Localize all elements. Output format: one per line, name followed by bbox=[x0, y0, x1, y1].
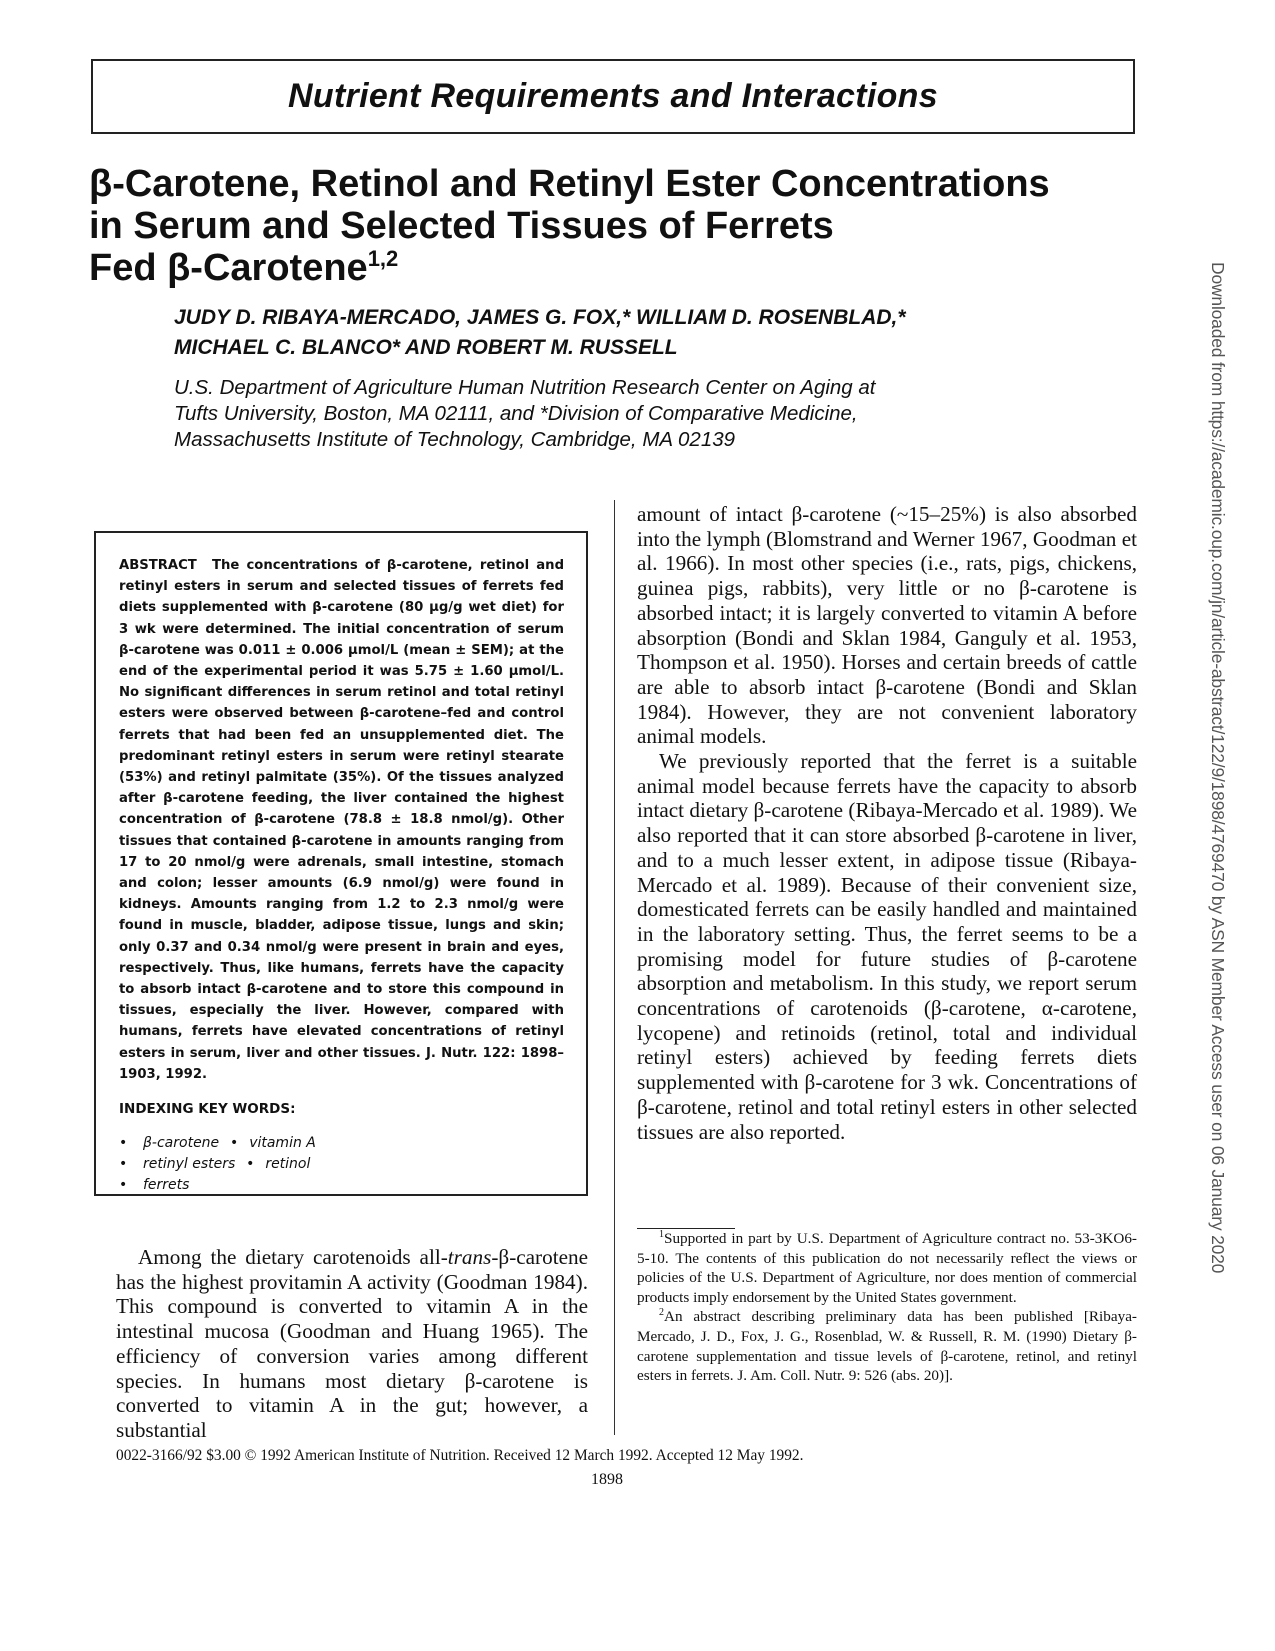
footnote-text: Supported in part by U.S. Department of Agriculture contract no. 53-3KO6-5-10. The contents of this publication do not necessarily reflect the views or policies of the U.S. Department of Agriculture, nor does mention of commercial products imply endorsement by the United States government. bbox=[637, 1230, 1137, 1306]
title-line-3: Fed β-Carotene bbox=[89, 247, 368, 289]
bullet-icon: • bbox=[119, 1135, 128, 1152]
right-column-body bbox=[637, 502, 1137, 1144]
left-column-body bbox=[116, 1245, 588, 1443]
footnote-mark: 1 bbox=[659, 1229, 664, 1240]
intro-paragraph-2: We previously reported that the ferret is a suitable animal model because ferrets have the capacity to absorb intact dietary β-carotene (Ribaya-Mercado et al. 1989). We also reported that it can store absorbed β-carotene in liver, and to a much lesser extent, in adipose tissue (Ribaya-Mercado et al. 1989). Because of their convenient size, domesticated ferrets can be easily handled and maintained in the laboratory setting. Thus, the ferret seems to be a promising model for future studies of β-carotene absorption and metabolism. In this study, we report serum concentrations of carotenoids (β-carotene, α-carotene, lycopene) and retinoids (retinol, total and individual retinyl esters) achieved by feeding ferrets diets supplemented with β-carotene for 3 wk. Concentrations of β-carotene, retinol and total retinyl esters in other selected tissues are also reported. bbox=[637, 749, 1137, 1144]
author-list bbox=[174, 303, 1134, 363]
keywords-row-2 bbox=[119, 1154, 564, 1175]
abstract-body: The concentrations of β-carotene, retinol and retinyl esters in serum and selected tissues of ferrets fed diets supplemented with β-carotene (80 µg/g wet diet) for 3 wk were determined. The initial concentration of serum β-carotene was 0.011 ± 0.006 µmol/L (mean ± SEM); at the end of the experimental period it was 5.75 ± 1.60 µmol/L. No significant differences in serum retinol and total retinyl esters were observed between β-carotene–fed and control ferrets that had been fed an unsupplemented diet. The predominant retinyl esters in serum were retinyl stearate (53%) and retinyl palmitate (35%). Of the tissues analyzed after β-carotene feeding, the liver contained the highest concentration of β-carotene (78.8 ± 18.8 nmol/g). Other tissues that contained β-carotene in amounts ranging from 17 to 20 nmol/g were adrenals, small intestine, stomach and colon; lesser amounts (6.9 nmol/g) were found in kidneys. Amounts ranging from 1.2 to 2.3 nmol/g were found in muscle, bladder, adipose tissue, lungs and skin; only 0.37 and 0.34 nmol/g were present in brain and eyes, respectively. Thus, like humans, ferrets have the capacity to absorb intact β-carotene and to store this compound in tissues, especially the liver. However, compared with humans, ferrets have elevated concentrations of retinyl esters in serum, liver and other tissues. J. Nutr. 122: 1898–1903, 1992. bbox=[119, 558, 565, 1082]
bullet-icon: • bbox=[246, 1156, 255, 1173]
affiliations bbox=[174, 375, 1134, 453]
copyright-line: 0022-3166/92 $3.00 © 1992 American Institute of Nutrition. Received 12 March 1992. Accepted 12 May 1992. bbox=[116, 1447, 804, 1464]
footnotes bbox=[637, 1229, 1137, 1386]
authors-line-1: JUDY D. RIBAYA-MERCADO, JAMES G. FOX,* WILLIAM D. ROSENBLAD,* bbox=[174, 306, 906, 329]
text-run: Among the dietary carotenoids all- bbox=[138, 1245, 448, 1269]
italic-term: trans bbox=[447, 1245, 492, 1269]
abstract-label: ABSTRACT bbox=[119, 558, 197, 573]
affiliation-line-1: U.S. Department of Agriculture Human Nutrition Research Center on Aging at bbox=[174, 376, 876, 399]
title-footnote-marks: 1,2 bbox=[367, 246, 399, 271]
section-header-box bbox=[91, 59, 1135, 134]
keyword: vitamin A bbox=[249, 1135, 316, 1152]
keywords-row-1 bbox=[119, 1133, 564, 1154]
abstract-box bbox=[94, 531, 588, 1196]
keywords-list bbox=[119, 1133, 564, 1196]
column-divider bbox=[614, 500, 615, 1435]
page-number: 1898 bbox=[591, 1471, 623, 1488]
text-run: -β-carotene has the highest provitamin A activity (Goodman 1984). This compound is converted to vitamin A in the intestinal mucosa (Goodman and Huang 1965). The efficiency of conversion varies among different species. In humans most dietary β-carotene is converted to vitamin A in the gut; however, a substantial bbox=[116, 1245, 588, 1442]
footnote-1 bbox=[637, 1229, 1137, 1307]
keywords-row-3 bbox=[119, 1175, 564, 1196]
title-line-2: in Serum and Selected Tissues of Ferrets bbox=[89, 205, 834, 247]
footnote-2 bbox=[637, 1307, 1137, 1385]
keyword: ferrets bbox=[143, 1177, 190, 1194]
download-watermark: Downloaded from https://academic.oup.com/jn/article-abstract/122/9/1898/4769470 by ASN Member Access user on 06 January 2020 bbox=[1208, 262, 1228, 1274]
keyword: β-carotene bbox=[143, 1135, 220, 1152]
keywords-heading: INDEXING KEY WORDS: bbox=[119, 1101, 296, 1118]
bullet-icon: • bbox=[119, 1177, 128, 1194]
footnote-mark: 2 bbox=[659, 1307, 664, 1319]
article-title bbox=[89, 163, 1179, 289]
authors-line-2: MICHAEL C. BLANCO* AND ROBERT M. RUSSELL bbox=[174, 336, 678, 359]
bullet-icon: • bbox=[119, 1156, 128, 1173]
affiliation-line-2: Tufts University, Boston, MA 02111, and *Division of Comparative Medicine, bbox=[174, 402, 858, 425]
bullet-icon: • bbox=[230, 1135, 239, 1152]
affiliation-line-3: Massachusetts Institute of Technology, Cambridge, MA 02139 bbox=[174, 428, 736, 451]
intro-paragraph-1 bbox=[116, 1245, 588, 1443]
keyword: retinyl esters bbox=[143, 1156, 236, 1173]
footnote-text: An abstract describing preliminary data has been published [Ribaya-Mercado, J. D., Fox, J. G., Rosenblad, W. & Russell, R. M. (1990) Dietary β-carotene supplementation and tissue levels of β-carotene, retinol, and retinyl esters in ferrets. J. Am. Coll. Nutr. 9: 526 (abs. 20)]. bbox=[637, 1308, 1137, 1385]
title-line-1: β-Carotene, Retinol and Retinyl Ester Concentrations bbox=[89, 163, 1050, 205]
keyword: retinol bbox=[265, 1156, 311, 1173]
section-header: Nutrient Requirements and Interactions bbox=[288, 77, 938, 115]
abstract bbox=[119, 555, 564, 1085]
intro-paragraph-1-continued: amount of intact β-carotene (~15–25%) is also absorbed into the lymph (Blomstrand and Werner 1967, Goodman et al. 1966). In most other species (i.e., rats, pigs, chickens, guinea pigs, rabbits), very little or no β-carotene is absorbed intact; it is largely converted to vitamin A before absorption (Bondi and Sklan 1984, Ganguly et al. 1953, Thompson et al. 1950). Horses and certain breeds of cattle are able to absorb intact β-carotene (Bondi and Sklan 1984). However, they are not convenient laboratory animal models. bbox=[637, 502, 1137, 749]
